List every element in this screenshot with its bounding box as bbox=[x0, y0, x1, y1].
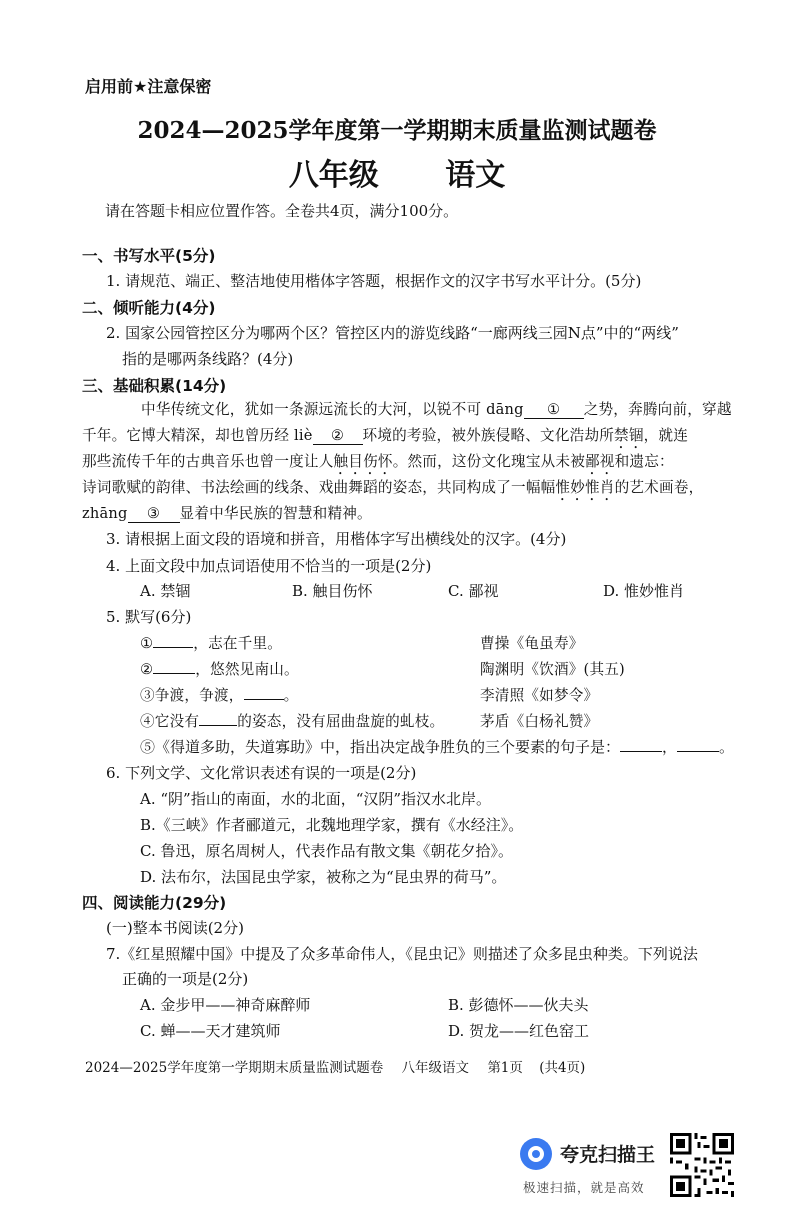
quark-logo-icon bbox=[520, 1138, 552, 1170]
dotted-word-3: 鄙视 bbox=[585, 453, 615, 470]
passage-line-1: 中华传统文化，犹如一条源远流长的大河，以锐不可 dāng ① 之势，奔腾向前，穿越 bbox=[141, 401, 732, 418]
dictation-blank-5b bbox=[677, 751, 719, 752]
dotted-word-4: 惟妙惟肖 bbox=[555, 479, 615, 496]
q7-option-c: C. 蝉——天才建筑师 bbox=[140, 1022, 281, 1040]
question-3: 3. 请根据上面文段的语境和拼音，用楷体字写出横线处的汉字。(4分) bbox=[106, 530, 567, 548]
q4-option-a: A. 禁锢 bbox=[140, 582, 191, 600]
q6-option-c: C. 鲁迅，原名周树人，代表作品有散文集《朝花夕拾》。 bbox=[140, 842, 513, 860]
passage-line-2: 千年。它博大精深，却也曾历经 liè ② 环境的考验，被外族侵略、文化浩劫所禁锢，就连 bbox=[82, 427, 689, 444]
dictation-source-3: 李清照《如梦令》 bbox=[480, 687, 599, 704]
footer-grade-subject: 八年级语文 bbox=[401, 1060, 470, 1076]
exam-title: 2024—2025学年度第一学期期末质量监测试题卷 bbox=[137, 117, 657, 144]
watermark-app-name: 夸克扫描王 bbox=[560, 1144, 656, 1166]
q7-option-d: D. 贺龙——红色窑工 bbox=[448, 1022, 590, 1040]
q4-option-b: B. 触目伤怀 bbox=[292, 582, 373, 600]
section-basics: 三、基础积累(14分) bbox=[82, 377, 227, 395]
q6-option-d: D. 法布尔，法国昆虫学家，被称之为“昆虫界的荷马”。 bbox=[140, 868, 507, 886]
qr-code-icon bbox=[670, 1133, 734, 1197]
dictation-blank-5a bbox=[620, 751, 662, 752]
q7-option-b: B. 彭德怀——伙夫头 bbox=[448, 996, 589, 1014]
grade-label: 八年级 bbox=[288, 158, 379, 193]
passage-line-5: zhāng ③ 显着中华民族的智慧和精神。 bbox=[82, 505, 372, 522]
dotted-word-1: 禁锢 bbox=[614, 427, 644, 444]
dictation-item-4: ④它没有 的姿态，没有屈曲盘旋的虬枝。 bbox=[140, 713, 445, 730]
exam-subtitle bbox=[0, 150, 794, 194]
subject-label: 语文 bbox=[445, 158, 506, 193]
subsection-whole-book: (一)整本书阅读(2分) bbox=[106, 919, 244, 937]
question-7-line1: 7.《红星照耀中国》中提及了众多革命伟人，《昆虫记》则描述了众多昆虫种类。下列说法 bbox=[106, 945, 698, 963]
instructions: 请在答题卡相应位置作答。全卷共4页，满分100分。 bbox=[105, 202, 459, 220]
q6-option-a: A. “阴”指山的南面，水的北面，“汉阴”指汉水北岸。 bbox=[140, 790, 492, 808]
confidential-label: 启用前★注意保密 bbox=[85, 77, 212, 96]
blank-1: ① bbox=[524, 401, 584, 419]
section-listening: 二、倾听能力(4分) bbox=[82, 299, 216, 317]
q4-option-c: C. 鄙视 bbox=[448, 582, 499, 600]
dictation-blank-2 bbox=[153, 673, 195, 674]
dictation-item-5: ⑤《得道多助，失道寡助》中，指出决定战争胜负的三个要素的句子是： ， 。 bbox=[140, 738, 735, 756]
section-reading: 四、阅读能力(29分) bbox=[82, 894, 227, 912]
dictation-blank-3 bbox=[244, 699, 284, 700]
question-2-line1: 2. 国家公园管控区分为哪两个区？管控区内的游览线路“一廊两线三园N点”中的“两线” bbox=[106, 324, 679, 342]
question-2-line2: 指的是哪两条线路？(4分) bbox=[122, 350, 294, 368]
dotted-word-2: 触目伤怀 bbox=[333, 453, 393, 470]
footer-page-number: 第1页 bbox=[487, 1060, 523, 1076]
question-4-stem: 4. 上面文段中加点词语使用不恰当的一项是(2分) bbox=[106, 557, 432, 575]
dictation-item-1: ① ，志在千里。 bbox=[140, 635, 283, 652]
dictation-item-2: ② ，悠然见南山。 bbox=[140, 661, 299, 678]
question-5-stem: 5. 默写(6分) bbox=[106, 608, 192, 626]
passage-line-3: 那些流传千年的古典音乐也曾一度让人触目伤怀。然而，这份文化瑰宝从未被鄙视和遗忘： bbox=[82, 453, 674, 470]
dictation-source-1: 曹操《龟虽寿》 bbox=[480, 635, 584, 652]
question-1: 1. 请规范、端正、整洁地使用楷体字答题，根据作文的汉字书写水平计分。(5分) bbox=[106, 272, 642, 290]
blank-3: ③ bbox=[128, 505, 180, 523]
q4-option-d: D. 惟妙惟肖 bbox=[603, 582, 685, 600]
q6-option-b: B.《三峡》作者郦道元，北魏地理学家，撰有《水经注》。 bbox=[140, 816, 524, 834]
question-6-stem: 6. 下列文学、文化常识表述有误的一项是(2分) bbox=[106, 764, 417, 782]
footer-total-pages: (共4页) bbox=[539, 1060, 586, 1076]
page-footer bbox=[85, 1056, 585, 1076]
passage-line-4: 诗词歌赋的韵律、书法绘画的线条、戏曲舞蹈的姿态，共同构成了一幅幅惟妙惟肖的艺术画卷， bbox=[82, 479, 704, 496]
q7-option-a: A. 金步甲——神奇麻醉师 bbox=[140, 996, 311, 1014]
question-7-line2: 正确的一项是(2分) bbox=[122, 970, 249, 988]
footer-title: 2024—2025学年度第一学期期末质量监测试题卷 bbox=[85, 1060, 384, 1076]
dictation-blank-1 bbox=[153, 647, 193, 648]
dictation-source-4: 茅盾《白杨礼赞》 bbox=[480, 713, 599, 730]
dictation-source-2: 陶渊明《饮酒》(其五) bbox=[480, 661, 625, 678]
blank-2: ② bbox=[313, 427, 363, 445]
dictation-blank-4 bbox=[199, 725, 237, 726]
dictation-item-3: ③争渡，争渡， 。 bbox=[140, 687, 299, 704]
section-writing: 一、书写水平(5分) bbox=[82, 247, 216, 265]
watermark-slogan: 极速扫描，就是高效 bbox=[523, 1180, 645, 1195]
